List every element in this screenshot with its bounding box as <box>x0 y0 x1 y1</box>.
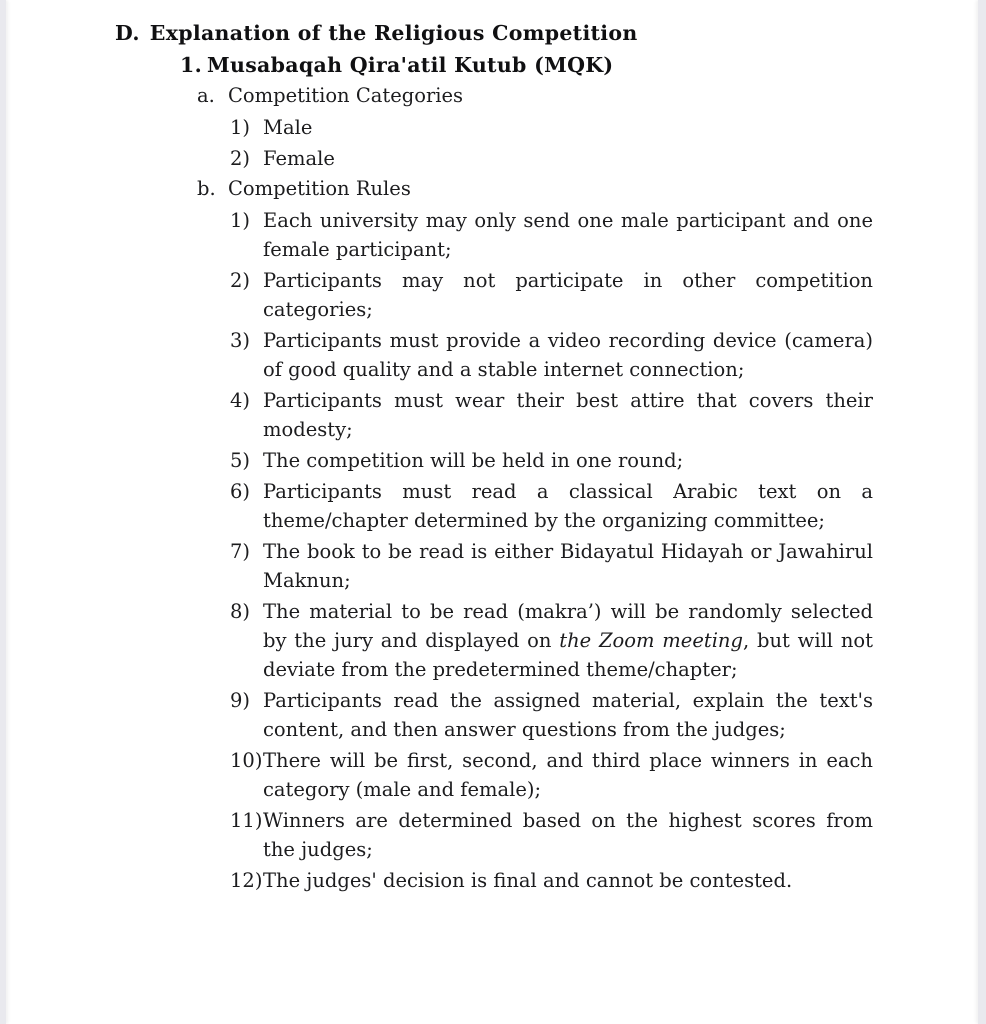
text-run: Participants must provide a video recording device (camera) of good quality and a stable internet connection; <box>263 329 873 381</box>
list-item-text <box>263 446 873 475</box>
list-item-text <box>263 477 873 535</box>
list-item <box>230 537 873 595</box>
list-item-text <box>263 144 873 173</box>
list-item-number: 9) <box>230 689 251 712</box>
text-run: the Zoom meeting <box>559 629 743 652</box>
list-item-text <box>263 866 873 895</box>
list-item-number: 8) <box>230 600 251 623</box>
list-item-number: 12) <box>230 869 263 892</box>
text-run: Participants must read a classical Arabic text on a theme/chapter determined by the organizing committee; <box>263 480 873 532</box>
list-item-number: 7) <box>230 540 251 563</box>
list-item-text <box>263 326 873 384</box>
text-run: The book to be read is either Bidayatul Hidayah or Jawahirul Maknun; <box>263 540 873 592</box>
text-run: , but will not deviate from the predetermined theme/chapter; <box>263 629 873 681</box>
lettered-subsection-title: Competition Rules <box>228 177 411 200</box>
list-item <box>230 144 873 173</box>
text-run: The judges' decision is final and cannot be contested. <box>263 869 793 892</box>
list-item-number: 5) <box>230 449 251 472</box>
list-item-text <box>263 806 873 864</box>
list-item <box>230 746 873 804</box>
list-item-text <box>263 266 873 324</box>
list-item-text <box>263 537 873 595</box>
list-item-text <box>263 686 873 744</box>
list-item <box>230 446 873 475</box>
list-item-number: 10) <box>230 749 263 772</box>
text-run: Male <box>263 116 313 139</box>
lettered-subsection-marker: b. <box>197 177 216 200</box>
list-item-text <box>263 113 873 142</box>
list-item-number: 1) <box>230 116 251 139</box>
subsection-heading-number: 1. <box>180 53 203 77</box>
text-run: There will be first, second, and third place winners in each category (male and female); <box>263 749 873 801</box>
list-item-text <box>263 386 873 444</box>
section-heading-title: Explanation of the Religious Competition <box>149 21 638 45</box>
list-item-text <box>263 597 873 684</box>
sections-container <box>115 81 873 895</box>
list-item <box>230 266 873 324</box>
list-item <box>230 806 873 864</box>
list-item-text <box>263 746 873 804</box>
text-run: Participants must wear their best attire that covers their modesty; <box>263 389 873 441</box>
list-item <box>230 866 873 895</box>
list-item <box>230 597 873 684</box>
text-run: Participants may not participate in other competition categories; <box>263 269 873 321</box>
subsection-heading-title: Musabaqah Qira'atil Kutub (MQK) <box>207 53 614 77</box>
section-heading <box>115 18 873 48</box>
list-item-number: 3) <box>230 329 251 352</box>
text-run: Winners are determined based on the highest scores from the judges; <box>263 809 873 861</box>
lettered-subsection <box>197 81 873 111</box>
list-item <box>230 477 873 535</box>
page-photo-edge-right <box>978 0 986 1024</box>
list-item <box>230 686 873 744</box>
list-item-number: 6) <box>230 480 251 503</box>
lettered-subsection <box>197 174 873 204</box>
lettered-subsection-title: Competition Categories <box>228 84 464 107</box>
list-item-number: 4) <box>230 389 251 412</box>
list-item-number: 2) <box>230 269 251 292</box>
list-item <box>230 326 873 384</box>
page-photo-edge-left <box>0 0 6 1024</box>
list-item-number: 1) <box>230 209 251 232</box>
text-run: Participants read the assigned material, explain the text's content, and then answer questions from the judges; <box>263 689 873 741</box>
lettered-subsection-marker: a. <box>197 84 215 107</box>
section-heading-label: D. <box>115 21 140 45</box>
subsection-heading <box>180 50 873 80</box>
list-item <box>230 386 873 444</box>
text-run: Each university may only send one male participant and one female participant; <box>263 209 873 261</box>
text-run: Female <box>263 147 335 170</box>
list-item <box>230 113 873 142</box>
text-run: The competition will be held in one round; <box>263 449 684 472</box>
list-item-text <box>263 206 873 264</box>
list-item-number: 11) <box>230 809 263 832</box>
list-item <box>230 206 873 264</box>
list-item-number: 2) <box>230 147 251 170</box>
text-run: The material to be read (makra’) will be randomly selected by the jury and displayed on <box>263 600 873 652</box>
